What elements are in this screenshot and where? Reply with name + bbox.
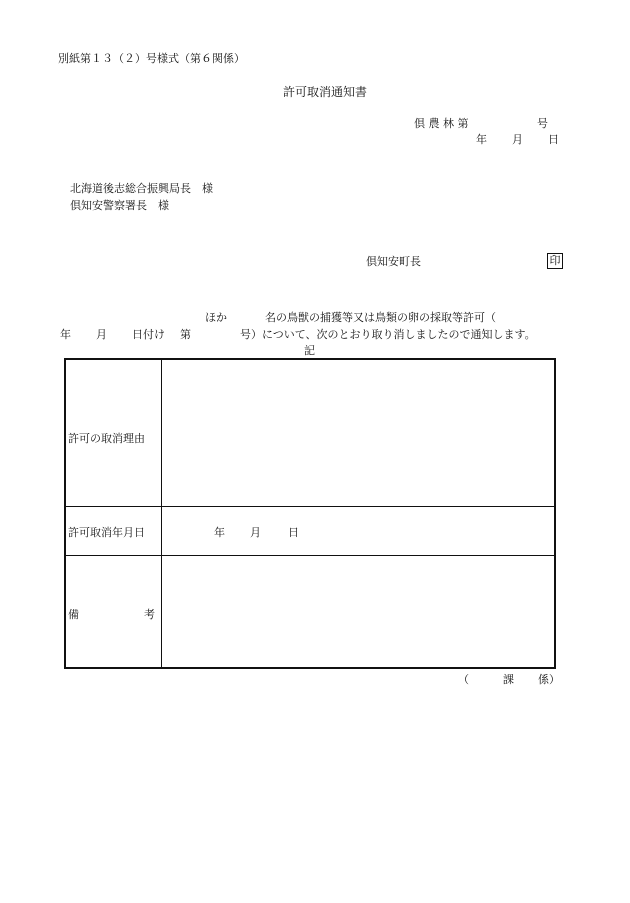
body-line1: 名の鳥獣の捕獲等又は鳥類の卵の採取等許可（	[265, 311, 496, 324]
remarks-value[interactable]	[162, 556, 554, 667]
page-title: 許可取消通知書	[283, 85, 368, 99]
form-number: 別紙第１３（２）号様式（第６関係）	[58, 52, 245, 65]
footer-section: 課	[503, 673, 514, 686]
remarks-label-b: 考	[144, 608, 155, 621]
sender-name: 倶知安町長	[366, 255, 421, 268]
form-table	[64, 358, 556, 669]
body-number-prefix: 第	[180, 328, 191, 341]
body-date-suffix: 日付け	[132, 328, 165, 341]
body-hoka: ほか	[205, 311, 227, 324]
recipient-1: 北海道後志総合振興局長 様	[70, 182, 213, 195]
remarks-label-a: 備	[68, 608, 79, 621]
footer-person: 係）	[538, 673, 560, 686]
issue-date-year: 年	[476, 133, 487, 146]
table-row-divider-1	[66, 506, 554, 507]
issue-date-month: 月	[512, 133, 523, 146]
recipient-2: 倶知安警察署長 様	[70, 199, 169, 212]
doc-number-prefix: 倶 農 林 第	[414, 117, 469, 130]
body-number-suffix: 号）について、次のとおり取り消しましたので通知します。	[240, 328, 536, 341]
cancel-date-year: 年	[214, 526, 225, 539]
cancel-date-month: 月	[250, 526, 261, 539]
cancel-date-day: 日	[288, 526, 299, 539]
doc-number-suffix: 号	[537, 117, 548, 130]
body-month: 月	[96, 328, 107, 341]
footer-open-paren: （	[458, 673, 469, 686]
cancel-date-label: 許可取消年月日	[68, 526, 145, 539]
ki-label: 記	[304, 344, 315, 357]
seal-mark: 印	[547, 253, 563, 269]
reason-value[interactable]	[162, 360, 554, 506]
issue-date-day: 日	[548, 133, 559, 146]
reason-label: 許可の取消理由	[68, 432, 145, 445]
body-year: 年	[60, 328, 71, 341]
